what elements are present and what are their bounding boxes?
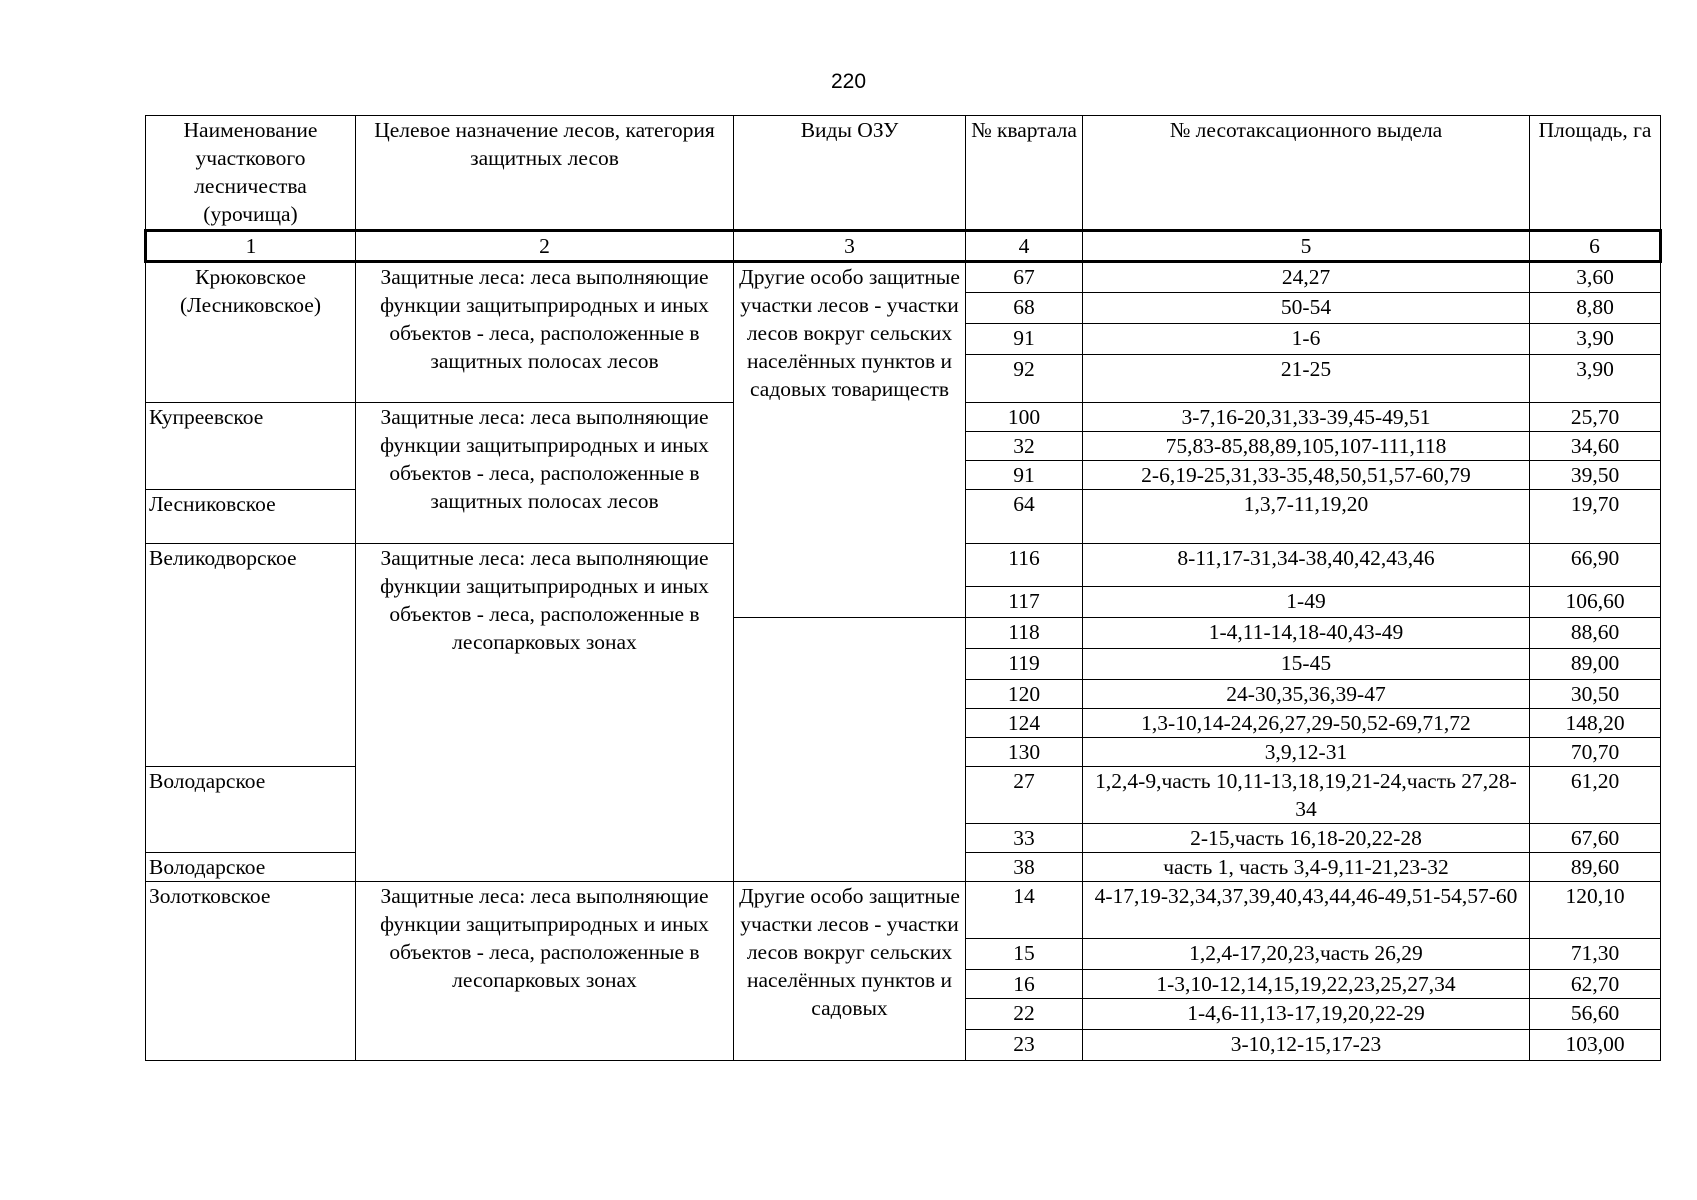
area-cell: 66,90: [1530, 544, 1661, 587]
plot-cell: 50-54: [1083, 293, 1530, 324]
quarter-cell: 23: [966, 1030, 1083, 1061]
area-cell: 106,60: [1530, 587, 1661, 618]
area-cell: 3,90: [1530, 324, 1661, 355]
purpose-cell: Защитные леса: леса выполняющие функции защитыприродных и иных объектов - леса, расположенные в защитных полосах лесов: [356, 403, 734, 544]
column-number: 6: [1530, 231, 1661, 262]
column-number: 4: [966, 231, 1083, 262]
plot-cell: 3-7,16-20,31,33-39,45-49,51: [1083, 403, 1530, 432]
forestry-cell: Золотковское: [146, 882, 356, 1061]
quarter-cell: 100: [966, 403, 1083, 432]
plot-cell: 1-6: [1083, 324, 1530, 355]
quarter-cell: 27: [966, 767, 1083, 824]
column-number: 3: [734, 231, 966, 262]
quarter-cell: 64: [966, 490, 1083, 544]
ozu-cell-empty: [734, 618, 966, 882]
page-number: 220: [830, 70, 867, 93]
column-number: 5: [1083, 231, 1530, 262]
area-cell: 71,30: [1530, 939, 1661, 970]
header-quarter: № квартала: [966, 116, 1083, 231]
area-cell: 148,20: [1530, 709, 1661, 738]
area-cell: 3,60: [1530, 262, 1661, 293]
quarter-cell: 117: [966, 587, 1083, 618]
quarter-cell: 92: [966, 355, 1083, 403]
forest-areas-table: [144, 115, 1662, 1061]
area-cell: 88,60: [1530, 618, 1661, 649]
plot-cell: 1-49: [1083, 587, 1530, 618]
plot-cell: 75,83-85,88,89,105,107-111,118: [1083, 432, 1530, 461]
header-row: [146, 116, 1661, 231]
header-forestry: Наименование участкового лесничества (урочища): [146, 116, 356, 231]
quarter-cell: 118: [966, 618, 1083, 649]
forestry-cell: Великодворское: [146, 544, 356, 767]
plot-cell: 8-11,17-31,34-38,40,42,43,46: [1083, 544, 1530, 587]
plot-cell: 1,3-10,14-24,26,27,29-50,52-69,71,72: [1083, 709, 1530, 738]
area-cell: 61,20: [1530, 767, 1661, 824]
plot-cell: 2-15,часть 16,18-20,22-28: [1083, 824, 1530, 853]
forestry-cell: Купреевское: [146, 403, 356, 490]
header-purpose: Целевое назначение лесов, категория защитных лесов: [356, 116, 734, 231]
plot-cell: 1,2,4-9,часть 10,11-13,18,19,21-24,часть 27,28-34: [1083, 767, 1530, 824]
plot-cell: 2-6,19-25,31,33-35,48,50,51,57-60,79: [1083, 461, 1530, 490]
quarter-cell: 33: [966, 824, 1083, 853]
forestry-cell: Володарское: [146, 853, 356, 882]
plot-cell: 15-45: [1083, 649, 1530, 680]
area-cell: 103,00: [1530, 1030, 1661, 1061]
column-numbers-row: [146, 231, 1661, 262]
quarter-cell: 38: [966, 853, 1083, 882]
quarter-cell: 119: [966, 649, 1083, 680]
plot-cell: 4-17,19-32,34,37,39,40,43,44,46-49,51-54,57-60: [1083, 882, 1530, 939]
quarter-cell: 120: [966, 680, 1083, 709]
quarter-cell: 91: [966, 461, 1083, 490]
area-cell: 39,50: [1530, 461, 1661, 490]
area-cell: 19,70: [1530, 490, 1661, 544]
table-row: [146, 882, 1661, 939]
area-cell: 89,00: [1530, 649, 1661, 680]
area-cell: 62,70: [1530, 970, 1661, 999]
area-cell: 30,50: [1530, 680, 1661, 709]
area-cell: 34,60: [1530, 432, 1661, 461]
plot-cell: 21-25: [1083, 355, 1530, 403]
quarter-cell: 15: [966, 939, 1083, 970]
table-row: [146, 262, 1661, 293]
plot-cell: 1-3,10-12,14,15,19,22,23,25,27,34: [1083, 970, 1530, 999]
purpose-cell: Защитные леса: леса выполняющие функции защитыприродных и иных объектов - леса, расположенные в лесопарковых зонах: [356, 882, 734, 1061]
quarter-cell: 68: [966, 293, 1083, 324]
quarter-cell: 124: [966, 709, 1083, 738]
area-cell: 25,70: [1530, 403, 1661, 432]
forestry-cell: Лесниковское: [146, 490, 356, 544]
area-cell: 56,60: [1530, 999, 1661, 1030]
header-plot: № лесотаксационного выдела: [1083, 116, 1530, 231]
area-cell: 67,60: [1530, 824, 1661, 853]
quarter-cell: 91: [966, 324, 1083, 355]
plot-cell: часть 1, часть 3,4-9,11-21,23-32: [1083, 853, 1530, 882]
plot-cell: 1-4,6-11,13-17,19,20,22-29: [1083, 999, 1530, 1030]
ozu-cell: Другие особо защитные участки лесов - участки лесов вокруг сельских населённых пунктов и садовых: [734, 882, 966, 1061]
area-cell: 3,90: [1530, 355, 1661, 403]
area-cell: 120,10: [1530, 882, 1661, 939]
quarter-cell: 130: [966, 738, 1083, 767]
plot-cell: 1,3,7-11,19,20: [1083, 490, 1530, 544]
plot-cell: 24-30,35,36,39-47: [1083, 680, 1530, 709]
purpose-cell: Защитные леса: леса выполняющие функции защитыприродных и иных объектов - леса, расположенные в защитных полосах лесов: [356, 262, 734, 403]
plot-cell: 3-10,12-15,17-23: [1083, 1030, 1530, 1061]
quarter-cell: 16: [966, 970, 1083, 999]
purpose-cell: Защитные леса: леса выполняющие функции защитыприродных и иных объектов - леса, расположенные в лесопарковых зонах: [356, 544, 734, 882]
quarter-cell: 116: [966, 544, 1083, 587]
plot-cell: 24,27: [1083, 262, 1530, 293]
plot-cell: 1,2,4-17,20,23,часть 26,29: [1083, 939, 1530, 970]
area-cell: 8,80: [1530, 293, 1661, 324]
area-cell: 89,60: [1530, 853, 1661, 882]
quarter-cell: 22: [966, 999, 1083, 1030]
quarter-cell: 32: [966, 432, 1083, 461]
quarter-cell: 14: [966, 882, 1083, 939]
ozu-cell: Другие особо защитные участки лесов - участки лесов вокруг сельских населённых пунктов и садовых товариществ: [734, 262, 966, 618]
column-number: 2: [356, 231, 734, 262]
forestry-cell: Крюковское (Лесниковское): [146, 262, 356, 403]
area-cell: 70,70: [1530, 738, 1661, 767]
header-area: Площадь, га: [1530, 116, 1661, 231]
column-number: 1: [146, 231, 356, 262]
plot-cell: 1-4,11-14,18-40,43-49: [1083, 618, 1530, 649]
plot-cell: 3,9,12-31: [1083, 738, 1530, 767]
quarter-cell: 67: [966, 262, 1083, 293]
forestry-cell: Володарское: [146, 767, 356, 853]
header-ozu-type: Виды ОЗУ: [734, 116, 966, 231]
